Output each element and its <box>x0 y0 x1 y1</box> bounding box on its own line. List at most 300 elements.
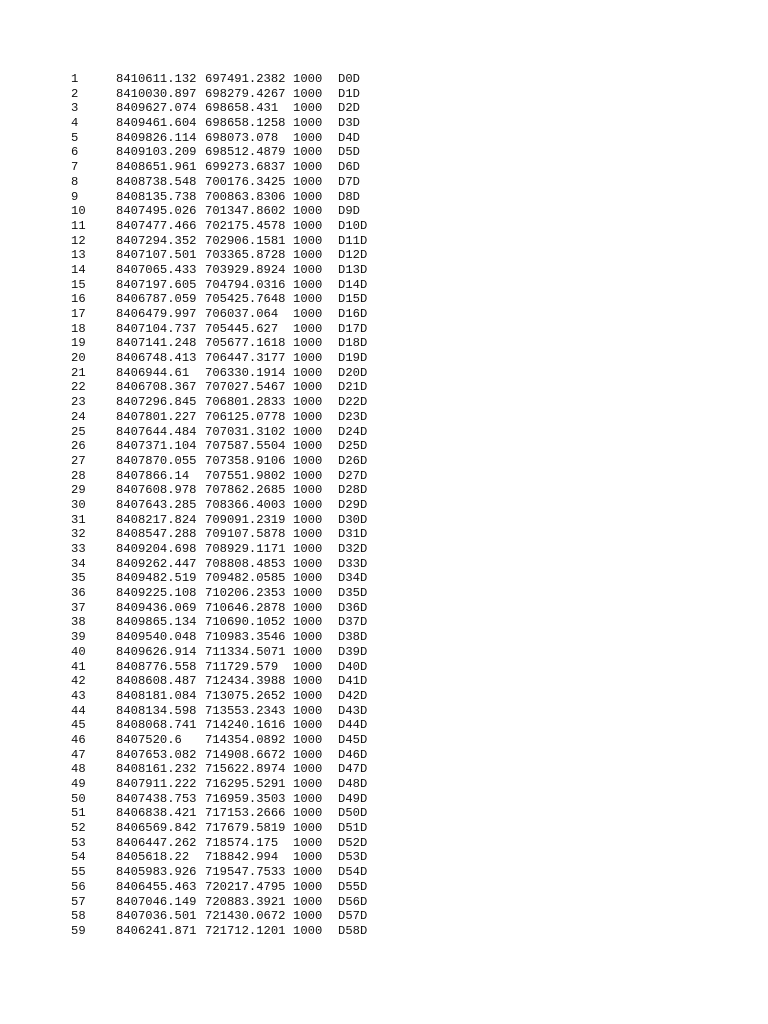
y-coordinate: 711729.579 <box>205 659 279 674</box>
table-row <box>71 439 751 454</box>
point-code: D23D <box>338 409 368 424</box>
point-code: D57D <box>338 909 368 924</box>
x-coordinate: 8407046.149 <box>116 894 197 909</box>
point-code: D46D <box>338 747 368 762</box>
table-row <box>71 674 751 689</box>
z-value: 1000 <box>293 747 323 762</box>
point-code: D47D <box>338 762 368 777</box>
point-code: D56D <box>338 894 368 909</box>
table-row <box>71 483 751 498</box>
table-row <box>71 704 751 719</box>
y-coordinate: 708366.4003 <box>205 497 286 512</box>
z-value: 1000 <box>293 659 323 674</box>
table-row <box>71 557 751 572</box>
y-coordinate: 705445.627 <box>205 321 279 336</box>
point-number: 2 <box>71 86 79 101</box>
point-number: 26 <box>71 439 86 454</box>
y-coordinate: 706801.2833 <box>205 395 286 410</box>
x-coordinate: 8407296.845 <box>116 395 197 410</box>
point-number: 28 <box>71 468 86 483</box>
x-coordinate: 8408068.741 <box>116 718 197 733</box>
x-coordinate: 8407107.501 <box>116 248 197 263</box>
z-value: 1000 <box>293 292 323 307</box>
y-coordinate: 714354.0892 <box>205 732 286 747</box>
point-code: D53D <box>338 850 368 865</box>
z-value: 1000 <box>293 483 323 498</box>
z-value: 1000 <box>293 615 323 630</box>
point-number: 5 <box>71 130 79 145</box>
z-value: 1000 <box>293 380 323 395</box>
z-value: 1000 <box>293 821 323 836</box>
y-coordinate: 707862.2685 <box>205 483 286 498</box>
table-row <box>71 248 751 263</box>
y-coordinate: 719547.7533 <box>205 865 286 880</box>
point-number: 32 <box>71 527 86 542</box>
point-code: D27D <box>338 468 368 483</box>
x-coordinate: 8408134.598 <box>116 703 197 718</box>
point-code: D14D <box>338 277 368 292</box>
z-value: 1000 <box>293 218 323 233</box>
z-value: 1000 <box>293 116 323 131</box>
y-coordinate: 707031.3102 <box>205 424 286 439</box>
point-code: D37D <box>338 615 368 630</box>
table-row <box>71 586 751 601</box>
y-coordinate: 710983.3546 <box>205 630 286 645</box>
table-row <box>71 425 751 440</box>
z-value: 1000 <box>293 307 323 321</box>
point-number: 10 <box>71 204 86 219</box>
z-value: 1000 <box>293 160 323 175</box>
table-row <box>71 733 751 748</box>
y-coordinate: 710690.1052 <box>205 615 286 630</box>
point-code: D3D <box>338 116 360 131</box>
y-coordinate: 718574.175 <box>205 835 279 850</box>
point-code: D6D <box>338 160 360 175</box>
z-value: 1000 <box>293 145 323 160</box>
point-number: 37 <box>71 600 86 615</box>
x-coordinate: 8409865.134 <box>116 615 197 630</box>
point-code: D54D <box>338 865 368 880</box>
x-coordinate: 8407294.352 <box>116 233 197 248</box>
y-coordinate: 698658.1258 <box>205 116 286 131</box>
coordinate-listing <box>71 72 751 939</box>
x-coordinate: 8407371.104 <box>116 439 197 454</box>
point-number: 45 <box>71 718 86 733</box>
table-row <box>71 498 751 513</box>
point-number: 4 <box>71 116 79 131</box>
y-coordinate: 703365.8728 <box>205 248 286 263</box>
table-row <box>71 777 751 792</box>
x-coordinate: 8408217.824 <box>116 512 197 527</box>
table-row <box>71 175 751 190</box>
z-value: 1000 <box>293 894 323 909</box>
z-value: 1000 <box>293 204 323 219</box>
z-value: 1000 <box>293 630 323 645</box>
z-value: 1000 <box>293 174 323 189</box>
z-value: 1000 <box>293 777 323 791</box>
y-coordinate: 698279.4267 <box>205 86 286 101</box>
z-value: 1000 <box>293 865 323 880</box>
y-coordinate: 705677.1618 <box>205 336 286 351</box>
point-code: D10D <box>338 218 368 233</box>
z-value: 1000 <box>293 336 323 351</box>
point-code: D22D <box>338 395 368 410</box>
point-code: D55D <box>338 879 368 894</box>
point-number: 29 <box>71 483 86 498</box>
point-code: D17D <box>338 321 368 336</box>
x-coordinate: 8408161.232 <box>116 762 197 777</box>
x-coordinate: 8409482.519 <box>116 571 197 586</box>
z-value: 1000 <box>293 674 323 689</box>
y-coordinate: 714908.6672 <box>205 747 286 762</box>
point-number: 27 <box>71 453 86 468</box>
y-coordinate: 698512.4879 <box>205 145 286 160</box>
table-row <box>71 909 751 924</box>
point-number: 55 <box>71 865 86 880</box>
point-code: D40D <box>338 659 368 674</box>
point-code: D21D <box>338 380 368 395</box>
x-coordinate: 8405618.22 <box>116 850 190 865</box>
z-value: 1000 <box>293 571 323 586</box>
y-coordinate: 716959.3503 <box>205 791 286 806</box>
z-value: 1000 <box>293 644 323 659</box>
y-coordinate: 715622.8974 <box>205 762 286 777</box>
point-number: 17 <box>71 307 86 321</box>
table-row <box>71 836 751 851</box>
table-row <box>71 718 751 733</box>
point-code: D11D <box>338 233 368 248</box>
x-coordinate: 8407870.055 <box>116 453 197 468</box>
table-row <box>71 380 751 395</box>
x-coordinate: 8407644.484 <box>116 424 197 439</box>
x-coordinate: 8409436.069 <box>116 600 197 615</box>
z-value: 1000 <box>293 424 323 439</box>
z-value: 1000 <box>293 762 323 777</box>
y-coordinate: 716295.5291 <box>205 777 286 791</box>
z-value: 1000 <box>293 233 323 248</box>
x-coordinate: 8407104.737 <box>116 321 197 336</box>
x-coordinate: 8408651.961 <box>116 160 197 175</box>
point-code: D20D <box>338 365 368 380</box>
table-row <box>71 366 751 381</box>
table-row <box>71 116 751 131</box>
point-number: 30 <box>71 497 86 512</box>
table-row <box>71 792 751 807</box>
point-number: 53 <box>71 835 86 850</box>
point-number: 3 <box>71 101 79 116</box>
point-number: 48 <box>71 762 86 777</box>
point-code: D42D <box>338 688 368 703</box>
point-number: 16 <box>71 292 86 307</box>
z-value: 1000 <box>293 189 323 204</box>
table-row <box>71 87 751 102</box>
x-coordinate: 8406748.413 <box>116 351 197 366</box>
point-number: 19 <box>71 336 86 351</box>
x-coordinate: 8406479.997 <box>116 307 197 321</box>
point-code: D18D <box>338 336 368 351</box>
x-coordinate: 8406569.842 <box>116 821 197 836</box>
point-code: D34D <box>338 571 368 586</box>
x-coordinate: 8407141.248 <box>116 336 197 351</box>
z-value: 1000 <box>293 732 323 747</box>
x-coordinate: 8407438.753 <box>116 791 197 806</box>
point-number: 51 <box>71 806 86 821</box>
table-row <box>71 101 751 116</box>
point-number: 42 <box>71 674 86 689</box>
x-coordinate: 8408608.487 <box>116 674 197 689</box>
point-code: D33D <box>338 556 368 571</box>
y-coordinate: 700863.8306 <box>205 189 286 204</box>
table-row <box>71 865 751 880</box>
y-coordinate: 704794.0316 <box>205 277 286 292</box>
x-coordinate: 8409627.074 <box>116 101 197 116</box>
point-number: 14 <box>71 262 86 277</box>
y-coordinate: 721430.0672 <box>205 909 286 924</box>
table-row <box>71 513 751 528</box>
table-row <box>71 630 751 645</box>
z-value: 1000 <box>293 497 323 512</box>
table-row <box>71 322 751 337</box>
table-row <box>71 748 751 763</box>
point-code: D41D <box>338 674 368 689</box>
point-code: D5D <box>338 145 360 160</box>
point-number: 11 <box>71 218 86 233</box>
z-value: 1000 <box>293 130 323 145</box>
table-row <box>71 336 751 351</box>
y-coordinate: 707358.9106 <box>205 453 286 468</box>
x-coordinate: 8407801.227 <box>116 409 197 424</box>
y-coordinate: 721712.1201 <box>205 923 286 938</box>
table-row <box>71 762 751 777</box>
point-code: D24D <box>338 424 368 439</box>
point-number: 25 <box>71 424 86 439</box>
point-code: D58D <box>338 923 368 938</box>
y-coordinate: 700176.3425 <box>205 174 286 189</box>
table-row <box>71 660 751 675</box>
table-row <box>71 806 751 821</box>
point-number: 7 <box>71 160 79 175</box>
y-coordinate: 714240.1616 <box>205 718 286 733</box>
point-number: 44 <box>71 703 86 718</box>
x-coordinate: 8407911.222 <box>116 777 197 791</box>
z-value: 1000 <box>293 542 323 556</box>
y-coordinate: 717679.5819 <box>205 821 286 836</box>
y-coordinate: 720883.3921 <box>205 894 286 909</box>
point-code: D35D <box>338 586 368 601</box>
y-coordinate: 705425.7648 <box>205 292 286 307</box>
point-number: 49 <box>71 777 86 791</box>
y-coordinate: 717153.2666 <box>205 806 286 821</box>
point-code: D31D <box>338 527 368 542</box>
point-code: D50D <box>338 806 368 821</box>
point-number: 15 <box>71 277 86 292</box>
y-coordinate: 698073.078 <box>205 130 279 145</box>
z-value: 1000 <box>293 395 323 410</box>
table-row <box>71 395 751 410</box>
table-row <box>71 219 751 234</box>
point-number: 20 <box>71 351 86 366</box>
point-code: D44D <box>338 718 368 733</box>
point-number: 36 <box>71 586 86 601</box>
y-coordinate: 713553.2343 <box>205 703 286 718</box>
y-coordinate: 706330.1914 <box>205 365 286 380</box>
x-coordinate: 8409204.698 <box>116 542 197 556</box>
point-number: 8 <box>71 174 79 189</box>
point-code: D16D <box>338 307 368 321</box>
point-number: 39 <box>71 630 86 645</box>
x-coordinate: 8407866.14 <box>116 468 190 483</box>
table-row <box>71 307 751 322</box>
point-number: 1 <box>71 72 79 86</box>
y-coordinate: 709091.2319 <box>205 512 286 527</box>
point-code: D39D <box>338 644 368 659</box>
point-code: D15D <box>338 292 368 307</box>
table-row <box>71 351 751 366</box>
point-number: 13 <box>71 248 86 263</box>
y-coordinate: 707587.5504 <box>205 439 286 454</box>
point-number: 58 <box>71 909 86 924</box>
x-coordinate: 8408738.548 <box>116 174 197 189</box>
table-row <box>71 469 751 484</box>
table-row <box>71 689 751 704</box>
z-value: 1000 <box>293 277 323 292</box>
point-code: D4D <box>338 130 360 145</box>
point-number: 23 <box>71 395 86 410</box>
point-number: 34 <box>71 556 86 571</box>
z-value: 1000 <box>293 527 323 542</box>
x-coordinate: 8410030.897 <box>116 86 197 101</box>
z-value: 1000 <box>293 453 323 468</box>
point-number: 47 <box>71 747 86 762</box>
y-coordinate: 710646.2878 <box>205 600 286 615</box>
table-row <box>71 410 751 425</box>
point-number: 50 <box>71 791 86 806</box>
x-coordinate: 8409626.914 <box>116 644 197 659</box>
x-coordinate: 8407520.6 <box>116 732 182 747</box>
y-coordinate: 708808.4853 <box>205 556 286 571</box>
x-coordinate: 8407643.285 <box>116 497 197 512</box>
table-row <box>71 821 751 836</box>
point-number: 24 <box>71 409 86 424</box>
z-value: 1000 <box>293 688 323 703</box>
point-number: 38 <box>71 615 86 630</box>
y-coordinate: 708929.1171 <box>205 542 286 556</box>
x-coordinate: 8408135.738 <box>116 189 197 204</box>
point-code: D38D <box>338 630 368 645</box>
z-value: 1000 <box>293 586 323 601</box>
y-coordinate: 698658.431 <box>205 101 279 116</box>
y-coordinate: 702906.1581 <box>205 233 286 248</box>
x-coordinate: 8409225.108 <box>116 586 197 601</box>
point-code: D30D <box>338 512 368 527</box>
table-row <box>71 924 751 939</box>
y-coordinate: 713075.2652 <box>205 688 286 703</box>
point-code: D0D <box>338 72 360 86</box>
table-row <box>71 615 751 630</box>
y-coordinate: 711334.5071 <box>205 644 286 659</box>
y-coordinate: 718842.994 <box>205 850 279 865</box>
table-row <box>71 292 751 307</box>
point-code: D49D <box>338 791 368 806</box>
point-number: 33 <box>71 542 86 556</box>
z-value: 1000 <box>293 909 323 924</box>
point-code: D32D <box>338 542 368 556</box>
table-row <box>71 190 751 205</box>
x-coordinate: 8407495.026 <box>116 204 197 219</box>
z-value: 1000 <box>293 923 323 938</box>
point-number: 22 <box>71 380 86 395</box>
x-coordinate: 8409461.604 <box>116 116 197 131</box>
x-coordinate: 8410611.132 <box>116 72 197 86</box>
y-coordinate: 706037.064 <box>205 307 279 321</box>
point-number: 9 <box>71 189 79 204</box>
point-code: D45D <box>338 732 368 747</box>
point-code: D8D <box>338 189 360 204</box>
x-coordinate: 8409103.209 <box>116 145 197 160</box>
x-coordinate: 8408547.288 <box>116 527 197 542</box>
point-number: 35 <box>71 571 86 586</box>
z-value: 1000 <box>293 351 323 366</box>
y-coordinate: 709107.5878 <box>205 527 286 542</box>
x-coordinate: 8406241.871 <box>116 923 197 938</box>
z-value: 1000 <box>293 262 323 277</box>
table-row <box>71 72 751 87</box>
point-code: D2D <box>338 101 360 116</box>
y-coordinate: 709482.0585 <box>205 571 286 586</box>
z-value: 1000 <box>293 72 323 86</box>
x-coordinate: 8407653.082 <box>116 747 197 762</box>
point-number: 59 <box>71 923 86 938</box>
y-coordinate: 707551.9802 <box>205 468 286 483</box>
table-row <box>71 278 751 293</box>
x-coordinate: 8408181.084 <box>116 688 197 703</box>
point-code: D13D <box>338 262 368 277</box>
z-value: 1000 <box>293 791 323 806</box>
point-code: D48D <box>338 777 368 791</box>
z-value: 1000 <box>293 600 323 615</box>
x-coordinate: 8407036.501 <box>116 909 197 924</box>
x-coordinate: 8407197.605 <box>116 277 197 292</box>
y-coordinate: 702175.4578 <box>205 218 286 233</box>
point-number: 57 <box>71 894 86 909</box>
table-row <box>71 542 751 557</box>
point-number: 21 <box>71 365 86 380</box>
x-coordinate: 8409826.114 <box>116 130 197 145</box>
x-coordinate: 8409540.048 <box>116 630 197 645</box>
point-code: D51D <box>338 821 368 836</box>
z-value: 1000 <box>293 439 323 454</box>
point-code: D9D <box>338 204 360 219</box>
point-number: 46 <box>71 732 86 747</box>
point-code: D43D <box>338 703 368 718</box>
point-number: 56 <box>71 879 86 894</box>
point-code: D1D <box>338 86 360 101</box>
point-code: D26D <box>338 453 368 468</box>
z-value: 1000 <box>293 703 323 718</box>
table-row <box>71 850 751 865</box>
y-coordinate: 697491.2382 <box>205 72 286 86</box>
y-coordinate: 699273.6837 <box>205 160 286 175</box>
z-value: 1000 <box>293 512 323 527</box>
x-coordinate: 8406787.059 <box>116 292 197 307</box>
table-row <box>71 131 751 146</box>
point-code: D19D <box>338 351 368 366</box>
y-coordinate: 710206.2353 <box>205 586 286 601</box>
z-value: 1000 <box>293 321 323 336</box>
point-number: 43 <box>71 688 86 703</box>
x-coordinate: 8407477.466 <box>116 218 197 233</box>
y-coordinate: 703929.8924 <box>205 262 286 277</box>
